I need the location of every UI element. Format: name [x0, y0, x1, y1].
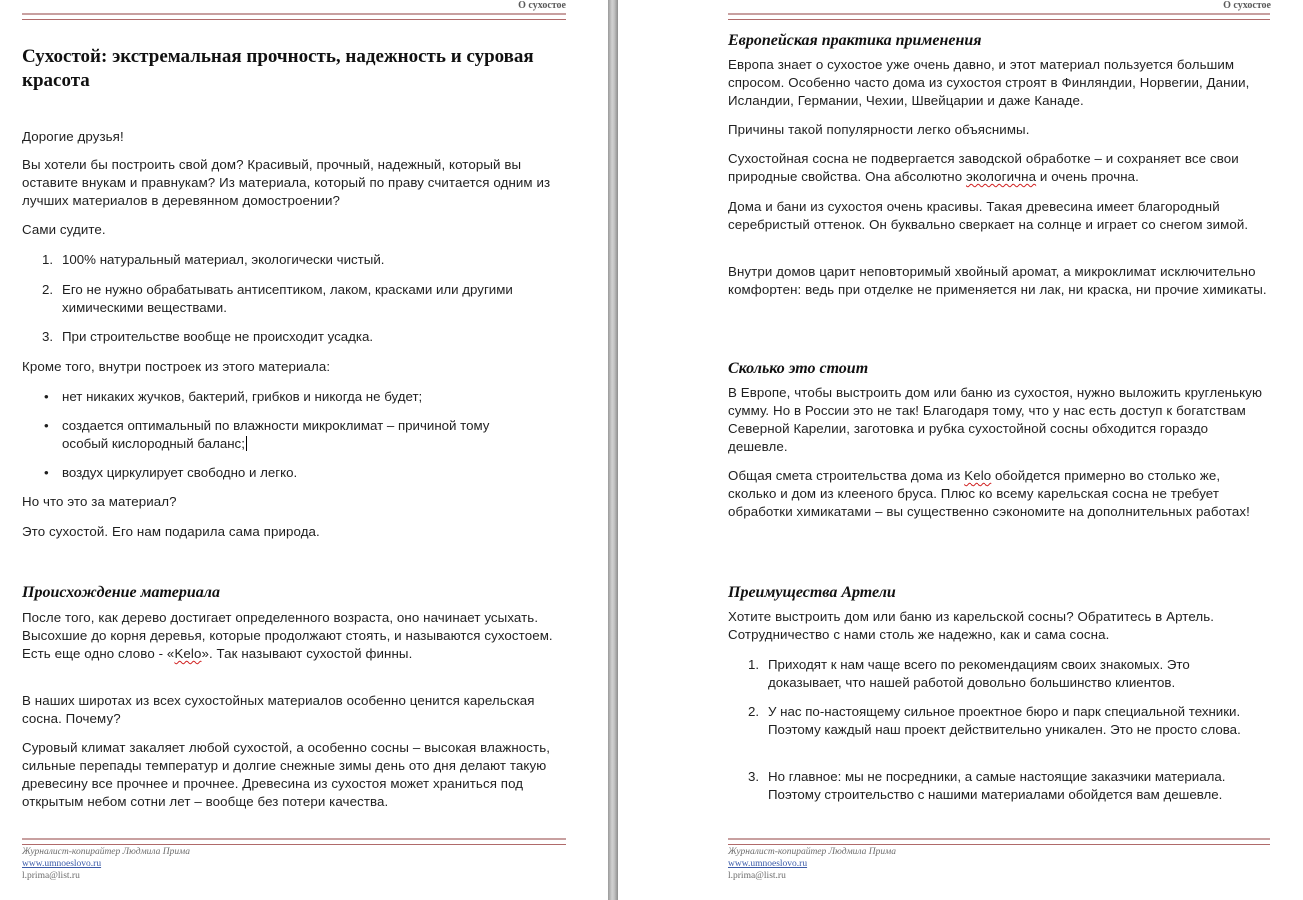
- page-gutter: [590, 0, 640, 900]
- bullet-item: [44, 388, 562, 406]
- footer-author: Журналист-копирайтер Людмила Прима: [728, 847, 896, 857]
- footer-website-link[interactable]: www.umnoeslovo.ru: [22, 859, 102, 869]
- text-cursor: [246, 436, 247, 451]
- footer-email: l.prima@list.ru: [22, 871, 80, 881]
- section-heading-origin: Происхождение материала: [22, 584, 220, 601]
- spellcheck-word-ecologichna[interactable]: экологична: [966, 169, 1037, 184]
- list-item: [42, 328, 562, 346]
- list-item: [748, 768, 1268, 804]
- list-marker: 3.: [42, 329, 54, 344]
- origin-text-b: ». Так называют сухостой финны.: [201, 646, 413, 661]
- footer-email: l.prima@list.ru: [728, 871, 786, 881]
- footer-author: Журналист-копирайтер Людмила Прима: [22, 847, 190, 857]
- intro-paragraph: Вы хотели бы построить свой дом? Красивый, прочный, надежный, который вы оставите внукам и правнукам? Из материала, который по праву считается одним из лучших материалов в деревянном домостроении?: [22, 157, 551, 208]
- page-footer: [728, 846, 896, 882]
- page-footer: [22, 846, 190, 882]
- list-item-text: У нас по-настоящему сильное проектное бюро и парк специальной техники. Поэтому каждый наш проект действительно уникален. Это не просто слова.: [768, 704, 1241, 737]
- list-marker: 1.: [748, 657, 760, 672]
- cost-text-a: Общая смета строительства дома из: [728, 468, 965, 483]
- list-item: [42, 281, 562, 317]
- bullet-marker: •: [44, 465, 49, 480]
- cost-paragraph-1: В Европе, чтобы выстроить дом или баню из сухостоя, нужно выложить кругленькую сумму. Но в России это не так! Благодаря тому, что у нас есть доступ к богатствам Северной Карелии, заготовка и рубка сухостойной сосны обходится гораздо дешевле.: [728, 385, 1263, 454]
- list-item-text: Приходят к нам чаще всего по рекомендациям своих знакомых. Это доказывает, что нашей работой довольно большинство клиентов.: [768, 657, 1190, 690]
- list-item-text: Но главное: мы не посредники, а самые настоящие заказчики материала. Поэтому строительство с нашими материалами обойдется вам дешевле.: [768, 769, 1226, 802]
- europe-paragraph-3: [728, 150, 1268, 186]
- bullet-item-text: нет никаких жучков, бактерий, грибков и никогда не будет;: [62, 389, 423, 404]
- bullet-item-text-content: создается оптимальный по влажности микроклимат – причиной тому особый кислородный баланс;: [62, 418, 490, 451]
- cost-text-b: обойдется примерно во столько же, сколько и дом из клееного бруса. Плюс ко всему карельская сосна не требует обработки химикатами – вы существенно сэкономите на дополнительных работах!: [728, 468, 1250, 519]
- cost-paragraph-2: [728, 467, 1268, 521]
- vertical-scroll-divider[interactable]: [608, 0, 618, 900]
- europe-paragraph-5: Внутри домов царит неповторимый хвойный аромат, а микроклимат исключительно комфортен: ведь при отделке не применяется ни лак, ни краска, ни прочие химикаты.: [728, 264, 1267, 297]
- europe-paragraph-4: Дома и бани из сухостоя очень красивы. Такая древесина имеет благородный серебристый оттенок. Он буквально сверкает на солнце и играет со снегом зимой.: [728, 199, 1249, 232]
- origin-paragraph-2: В наших широтах из всех сухостойных материалов особенно ценится карельская сосна. Почему?: [22, 693, 535, 726]
- bullet-item-text: воздух циркулирует свободно и легко.: [62, 465, 298, 480]
- list-item-text: 100% натуральный материал, экологически чистый.: [62, 252, 385, 267]
- besides-paragraph: Кроме того, внутри построек из этого материала:: [22, 359, 331, 374]
- origin-paragraph-3: Суровый климат закаляет любой сухостой, а особенно сосны – высокая влажность, сильные перепады температур и долгие снежные зимы день ото дня делают такую древесину все прочнее и прочнее. Древесина из сухостоя может храниться под открытым небом сотни лет – вообще без потери качества.: [22, 740, 551, 809]
- document-page-left: [0, 0, 590, 900]
- europe-paragraph-2: Причины такой популярности легко объяснимы.: [728, 122, 1030, 137]
- origin-text-a: После того, как дерево достигает определенного возраста, оно начинает усыхать. Высохшие до корня деревья, которые продолжают стоять, и называются сухостоем. Есть еще одно слово - «: [22, 610, 553, 661]
- judge-paragraph: Сами судите.: [22, 222, 106, 237]
- section-heading-europe: Европейская практика применения: [728, 32, 982, 49]
- answer-paragraph: Это сухостой. Его нам подарила сама природа.: [22, 524, 320, 539]
- header-rule: [728, 13, 1270, 20]
- section-heading-cost: Сколько это стоит: [728, 360, 869, 377]
- europe-paragraph-1: Европа знает о сухостое уже очень давно, и этот материал пользуется большим спросом. Особенно часто дома из сухостоя строят в Финляндии, Норвегии, Дании, Исландии, Германии, Чехии, Швейцарии и даже Канаде.: [728, 57, 1250, 108]
- list-item: [748, 703, 1268, 757]
- list-item: [748, 656, 1268, 692]
- header-rule: [22, 13, 566, 20]
- question-paragraph: Но что это за материал?: [22, 494, 177, 509]
- spellcheck-word-kelo[interactable]: Kelo: [174, 646, 202, 661]
- origin-paragraph-1: [22, 609, 562, 663]
- europe-text-a: Сухостойная сосна не подвергается заводской обработке – и сохраняет все свои природные свойства. Она абсолютно: [728, 151, 1239, 184]
- bullet-item-text: [62, 417, 532, 453]
- list-marker: 3.: [748, 769, 760, 784]
- bullet-marker: •: [44, 418, 49, 433]
- section-heading-artel: Преимущества Артели: [728, 584, 896, 601]
- spellcheck-word-kelo[interactable]: Kelo: [964, 468, 992, 483]
- footer-website-link[interactable]: www.umnoeslovo.ru: [728, 859, 808, 869]
- footer-rule: [22, 838, 566, 845]
- artel-paragraph-1: Хотите выстроить дом или баню из карельской сосны? Обратитесь в Артель. Сотрудничество с нами столь же надежно, как и сама сосна.: [728, 609, 1215, 642]
- bullet-item: [44, 464, 562, 482]
- running-header: О сухостое: [518, 0, 566, 11]
- list-item-text: При строительстве вообще не происходит усадка.: [62, 329, 374, 344]
- europe-text-b: и очень прочна.: [1036, 169, 1139, 184]
- list-marker: 2.: [748, 704, 760, 719]
- list-item-text: Его не нужно обрабатывать антисептиком, лаком, красками или другими химическими веществами.: [62, 282, 513, 315]
- bullet-item: [44, 417, 562, 453]
- document-page-right: [640, 0, 1303, 900]
- running-header: О сухостое: [1223, 0, 1271, 11]
- document-title: Сухостой: экстремальная прочность, надежность и суровая красота: [22, 46, 534, 91]
- bullet-marker: •: [44, 389, 49, 404]
- footer-rule: [728, 838, 1270, 845]
- list-item: [42, 251, 562, 269]
- greeting-paragraph: Дорогие друзья!: [22, 129, 124, 144]
- list-marker: 2.: [42, 282, 54, 297]
- list-marker: 1.: [42, 252, 54, 267]
